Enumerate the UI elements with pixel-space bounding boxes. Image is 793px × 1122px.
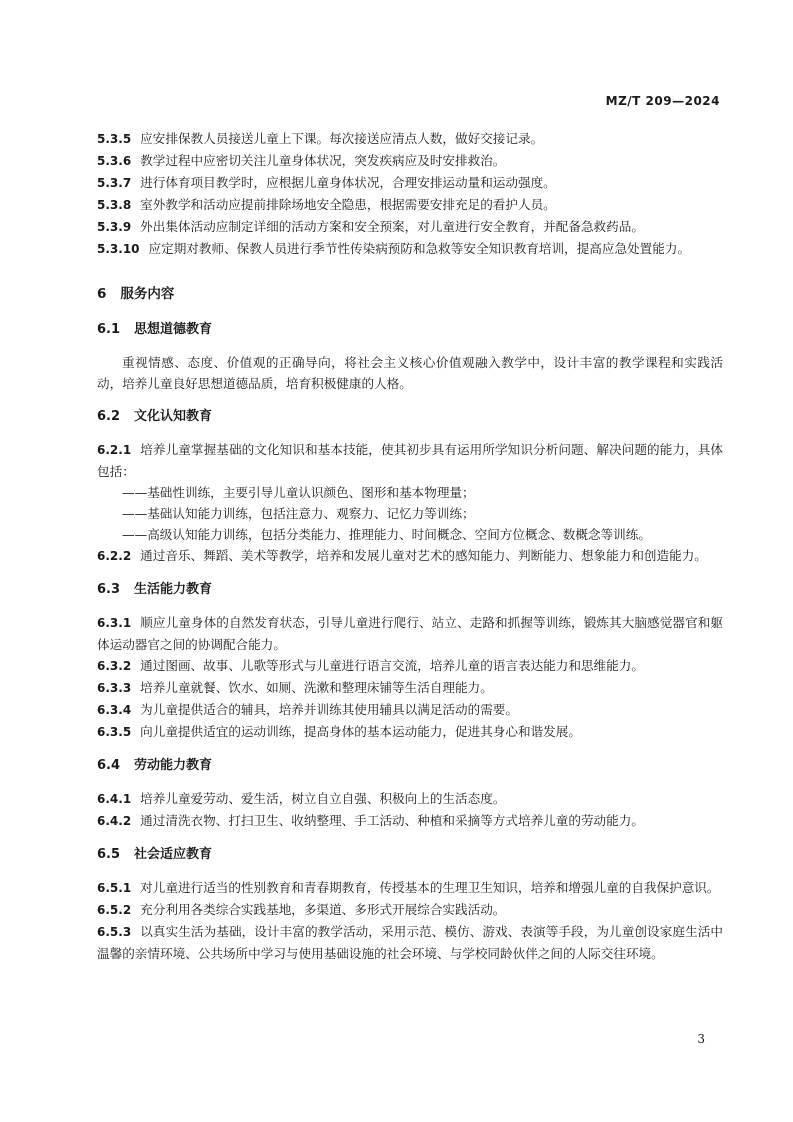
clause-number: 6.2.2 — [97, 549, 132, 563]
section-number: 6.2 — [97, 409, 121, 424]
clause-5-3-5 — [97, 128, 723, 150]
clause-6-3-1 — [97, 612, 723, 655]
clause-6-2-1 — [97, 439, 723, 482]
clause-text: 培养儿童掌握基础的文化知识和基本技能，使其初步具有运用所学知识分析问题、解决问题的能力，具体包括： — [97, 442, 723, 479]
clause-6-3-3 — [97, 677, 723, 699]
clause-5-3-9 — [97, 216, 723, 238]
list-item: ——基础认知能力训练，包括注意力、观察力、记忆力等训练； — [122, 506, 475, 521]
section-heading-6-2 — [97, 406, 723, 427]
list-item: ——基础性训练，主要引导儿童认识颜色、图形和基本物理量； — [122, 485, 475, 500]
clause-number: 5.3.10 — [97, 242, 140, 256]
clause-number: 6.3.5 — [97, 725, 132, 739]
clause-6-3-5 — [97, 721, 723, 743]
clause-text: 通过图画、故事、儿歌等形式与儿童进行语言交流，培养儿童的语言表达能力和思维能力。 — [140, 658, 644, 673]
clause-text: 顺应儿童身体的自然发育状态，引导儿童进行爬行、站立、走路和抓握等训练，锻炼其大脑感觉器官和躯体运动器官之间的协调配合能力。 — [97, 615, 723, 652]
clause-text: 进行体育项目教学时，应根据儿童身体状况，合理安排运动量和运动强度。 — [140, 175, 556, 190]
clause-number: 6.5.3 — [97, 925, 132, 939]
clause-6-5-3 — [97, 921, 723, 964]
section-number: 6.5 — [97, 847, 121, 862]
section-heading-6-1 — [97, 319, 723, 340]
clause-6-2-2 — [97, 545, 723, 567]
clause-text: 培养儿童爱劳动、爱生活，树立自立自强、积极向上的生活态度。 — [140, 791, 506, 806]
section-number: 6.3 — [97, 582, 121, 597]
list-item: ——高级认知能力训练，包括分类能力、推理能力、时间概念、空间方位概念、数概念等训练。 — [122, 527, 651, 542]
clause-number: 5.3.7 — [97, 176, 132, 190]
clause-6-5-1 — [97, 877, 723, 899]
clause-number: 6.5.1 — [97, 881, 132, 895]
clause-text: 以真实生活为基础，设计丰富的教学活动，采用示范、模仿、游戏、表演等手段，为儿童创设家庭生活中温馨的亲情环境、公共场所中学习与使用基础设施的社会环境、与学校同龄伙伴之间的人际交往环境。 — [97, 924, 723, 961]
clause-number: 5.3.9 — [97, 220, 132, 234]
section-title: 服务内容 — [120, 286, 175, 302]
clause-number: 6.3.3 — [97, 681, 132, 695]
clause-text: 应定期对教师、保教人员进行季节性传染病预防和急救等安全知识教育培训，提高应急处置能力。 — [148, 241, 691, 256]
clause-text: 室外教学和活动应提前排除场地安全隐患，根据需要安排充足的看护人员。 — [140, 197, 556, 212]
clause-number: 6.5.2 — [97, 903, 132, 917]
clause-5-3-8 — [97, 194, 723, 216]
clause-text: 为儿童提供适合的辅具，培养并训练其使用辅具以满足活动的需要。 — [140, 702, 518, 717]
clause-text: 通过清洗衣物、打扫卫生、收纳整理、手工活动、种植和采摘等方式培养儿童的劳动能力。 — [140, 813, 644, 828]
clause-number: 6.3.1 — [97, 616, 132, 630]
clause-number: 6.3.4 — [97, 703, 132, 717]
clause-number: 5.3.8 — [97, 198, 132, 212]
paragraph-6-1: 重视情感、态度、价值观的正确导向，将社会主义核心价值观融入教学中，设计丰富的教学课程和实践活动，培养儿童良好思想道德品质，培育积极健康的人格。 — [97, 355, 723, 391]
section-title: 生活能力教育 — [134, 582, 213, 597]
clause-6-5-2 — [97, 899, 723, 921]
clause-6-3-2 — [97, 655, 723, 677]
section-heading-6-3 — [97, 579, 723, 600]
clause-6-3-4 — [97, 699, 723, 721]
clause-number: 6.3.2 — [97, 659, 132, 673]
clause-number: 6.4.1 — [97, 792, 132, 806]
page-number: 3 — [697, 1032, 705, 1046]
section-title: 文化认知教育 — [134, 409, 213, 424]
clause-text: 向儿童提供适宜的运动训练，提高身体的基本运动能力，促进其身心和谐发展。 — [140, 724, 581, 739]
clause-number: 6.2.1 — [97, 443, 132, 457]
clause-5-3-6 — [97, 150, 723, 172]
clause-5-3-10 — [97, 238, 723, 260]
clause-number: 5.3.5 — [97, 132, 132, 146]
clause-number: 5.3.6 — [97, 154, 132, 168]
clause-5-3-7 — [97, 172, 723, 194]
clause-6-4-1 — [97, 788, 723, 810]
clause-text: 对儿童进行适当的性别教育和青春期教育，传授基本的生理卫生知识，培养和增强儿童的自我保护意识。 — [140, 880, 720, 895]
clause-number: 6.4.2 — [97, 814, 132, 828]
section-number: 6.4 — [97, 758, 121, 773]
clause-text: 应安排保教人员接送儿童上下课。每次接送应清点人数，做好交接记录。 — [140, 131, 544, 146]
section-number: 6.1 — [97, 322, 121, 337]
section-heading-6 — [97, 284, 723, 305]
clause-6-4-2 — [97, 810, 723, 832]
clause-text: 培养儿童就餐、饮水、如厕、洗漱和整理床铺等生活自理能力。 — [140, 680, 493, 695]
clause-text: 通过音乐、舞蹈、美术等教学，培养和发展儿童对艺术的感知能力、判断能力、想象能力和创造能力。 — [140, 548, 707, 563]
section-title: 社会适应教育 — [134, 847, 213, 862]
document-code: MZ/T 209—2024 — [605, 94, 720, 108]
clause-text: 外出集体活动应制定详细的活动方案和安全预案，对儿童进行安全教育，并配备急救药品。 — [140, 219, 644, 234]
section-heading-6-4 — [97, 755, 723, 776]
clause-text: 教学过程中应密切关注儿童身体状况，突发疾病应及时安排救治。 — [140, 153, 506, 168]
section-title: 思想道德教育 — [134, 322, 213, 337]
page-content — [97, 128, 723, 964]
section-heading-6-5 — [97, 844, 723, 865]
section-number: 6 — [97, 286, 107, 302]
section-title: 劳动能力教育 — [134, 758, 213, 773]
clause-text: 充分利用各类综合实践基地，多渠道、多形式开展综合实践活动。 — [140, 902, 506, 917]
